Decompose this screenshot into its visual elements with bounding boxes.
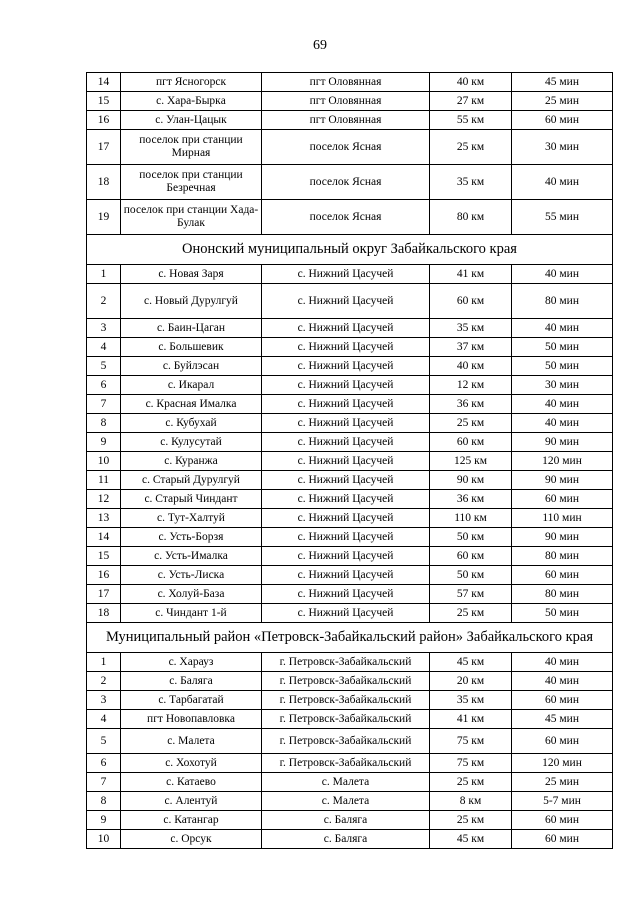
origin-cell: с. Кубухай xyxy=(121,414,262,433)
travel-time-cell: 110 мин xyxy=(512,509,613,528)
row-number-cell: 16 xyxy=(87,566,121,585)
row-number-cell: 9 xyxy=(87,811,121,830)
row-number-cell: 1 xyxy=(87,653,121,672)
origin-cell: с. Кулусутай xyxy=(121,433,262,452)
travel-time-cell: 30 мин xyxy=(512,130,613,165)
destination-cell: с. Нижний Цасучей xyxy=(262,604,430,623)
table-row xyxy=(87,338,613,357)
table-row xyxy=(87,395,613,414)
distance-cell: 60 км xyxy=(430,433,512,452)
distance-cell: 35 км xyxy=(430,165,512,200)
origin-cell: поселок при станции Мирная xyxy=(121,130,262,165)
table-row xyxy=(87,265,613,284)
distance-cell: 125 км xyxy=(430,452,512,471)
row-number-cell: 5 xyxy=(87,357,121,376)
destination-cell: с. Нижний Цасучей xyxy=(262,395,430,414)
destination-cell: пгт Оловянная xyxy=(262,92,430,111)
section-header-row xyxy=(87,623,613,653)
travel-time-cell: 55 мин xyxy=(512,200,613,235)
table-row xyxy=(87,830,613,849)
destination-cell: с. Нижний Цасучей xyxy=(262,490,430,509)
destination-cell: с. Малета xyxy=(262,792,430,811)
row-number-cell: 7 xyxy=(87,773,121,792)
travel-time-cell: 120 мин xyxy=(512,754,613,773)
travel-time-cell: 45 мин xyxy=(512,710,613,729)
row-number-cell: 4 xyxy=(87,338,121,357)
table-row xyxy=(87,165,613,200)
distance-cell: 35 км xyxy=(430,319,512,338)
travel-time-cell: 40 мин xyxy=(512,653,613,672)
distance-cell: 50 км xyxy=(430,566,512,585)
table-row xyxy=(87,111,613,130)
row-number-cell: 6 xyxy=(87,754,121,773)
table-row xyxy=(87,452,613,471)
travel-time-cell: 90 мин xyxy=(512,433,613,452)
destination-cell: с. Баляга xyxy=(262,830,430,849)
row-number-cell: 11 xyxy=(87,471,121,490)
destination-cell: с. Нижний Цасучей xyxy=(262,509,430,528)
row-number-cell: 3 xyxy=(87,319,121,338)
distance-cell: 20 км xyxy=(430,672,512,691)
distance-cell: 25 км xyxy=(430,773,512,792)
row-number-cell: 6 xyxy=(87,376,121,395)
distance-cell: 25 км xyxy=(430,811,512,830)
origin-cell: с. Большевик xyxy=(121,338,262,357)
table-row xyxy=(87,414,613,433)
distance-cell: 75 км xyxy=(430,754,512,773)
destination-cell: с. Нижний Цасучей xyxy=(262,319,430,338)
destination-cell: г. Петровск-Забайкальский xyxy=(262,672,430,691)
distance-cell: 37 км xyxy=(430,338,512,357)
origin-cell: с. Новая Заря xyxy=(121,265,262,284)
section-header-row xyxy=(87,235,613,265)
travel-time-cell: 25 мин xyxy=(512,92,613,111)
row-number-cell: 2 xyxy=(87,672,121,691)
distance-cell: 8 км xyxy=(430,792,512,811)
row-number-cell: 18 xyxy=(87,604,121,623)
table-row xyxy=(87,509,613,528)
distance-cell: 40 км xyxy=(430,73,512,92)
destination-cell: с. Нижний Цасучей xyxy=(262,547,430,566)
row-number-cell: 8 xyxy=(87,792,121,811)
table-row xyxy=(87,773,613,792)
table-row xyxy=(87,319,613,338)
table-row xyxy=(87,672,613,691)
row-number-cell: 4 xyxy=(87,710,121,729)
distance-cell: 55 км xyxy=(430,111,512,130)
origin-cell: с. Тут-Халтуй xyxy=(121,509,262,528)
table-row xyxy=(87,729,613,754)
destination-cell: г. Петровск-Забайкальский xyxy=(262,754,430,773)
distance-cell: 25 км xyxy=(430,130,512,165)
destination-cell: поселок Ясная xyxy=(262,165,430,200)
distance-cell: 25 км xyxy=(430,414,512,433)
table-row xyxy=(87,200,613,235)
destination-cell: с. Нижний Цасучей xyxy=(262,528,430,547)
travel-time-cell: 60 мин xyxy=(512,490,613,509)
row-number-cell: 3 xyxy=(87,691,121,710)
table-row xyxy=(87,547,613,566)
origin-cell: пгт Новопавловка xyxy=(121,710,262,729)
destination-cell: г. Петровск-Забайкальский xyxy=(262,729,430,754)
origin-cell: с. Икарал xyxy=(121,376,262,395)
table-row xyxy=(87,490,613,509)
travel-time-cell: 60 мин xyxy=(512,729,613,754)
distance-cell: 35 км xyxy=(430,691,512,710)
table-row xyxy=(87,811,613,830)
travel-time-cell: 80 мин xyxy=(512,284,613,319)
destination-cell: с. Нижний Цасучей xyxy=(262,284,430,319)
destination-cell: с. Нижний Цасучей xyxy=(262,376,430,395)
origin-cell: с. Хохотуй xyxy=(121,754,262,773)
table-row xyxy=(87,585,613,604)
travel-time-cell: 50 мин xyxy=(512,604,613,623)
origin-cell: с. Усть-Борзя xyxy=(121,528,262,547)
row-number-cell: 1 xyxy=(87,265,121,284)
destination-cell: г. Петровск-Забайкальский xyxy=(262,653,430,672)
origin-cell: с. Алентуй xyxy=(121,792,262,811)
travel-time-cell: 90 мин xyxy=(512,471,613,490)
distance-cell: 40 км xyxy=(430,357,512,376)
row-number-cell: 7 xyxy=(87,395,121,414)
origin-cell: с. Катангар xyxy=(121,811,262,830)
row-number-cell: 10 xyxy=(87,830,121,849)
distance-cell: 41 км xyxy=(430,265,512,284)
table-row xyxy=(87,92,613,111)
origin-cell: с. Новый Дурулгуй xyxy=(121,284,262,319)
row-number-cell: 10 xyxy=(87,452,121,471)
travel-time-cell: 40 мин xyxy=(512,265,613,284)
destination-cell: с. Нижний Цасучей xyxy=(262,471,430,490)
row-number-cell: 14 xyxy=(87,528,121,547)
travel-time-cell: 80 мин xyxy=(512,547,613,566)
destination-cell: с. Нижний Цасучей xyxy=(262,585,430,604)
travel-time-cell: 40 мин xyxy=(512,395,613,414)
table-row xyxy=(87,604,613,623)
destination-cell: с. Баляга xyxy=(262,811,430,830)
origin-cell: с. Усть-Ималка xyxy=(121,547,262,566)
origin-cell: с. Буйлэсан xyxy=(121,357,262,376)
row-number-cell: 8 xyxy=(87,414,121,433)
origin-cell: с. Старый Дурулгуй xyxy=(121,471,262,490)
origin-cell: с. Красная Ималка xyxy=(121,395,262,414)
origin-cell: с. Катаево xyxy=(121,773,262,792)
travel-time-cell: 90 мин xyxy=(512,528,613,547)
row-number-cell: 14 xyxy=(87,73,121,92)
destination-cell: с. Нижний Цасучей xyxy=(262,414,430,433)
travel-time-cell: 40 мин xyxy=(512,672,613,691)
destination-cell: с. Нижний Цасучей xyxy=(262,452,430,471)
destination-cell: поселок Ясная xyxy=(262,200,430,235)
origin-cell: поселок при станции Безречная xyxy=(121,165,262,200)
table-row xyxy=(87,653,613,672)
origin-cell: с. Старый Чиндант xyxy=(121,490,262,509)
origin-cell: с. Хара-Быркa xyxy=(121,92,262,111)
table-row xyxy=(87,433,613,452)
origin-cell: с. Усть-Лиска xyxy=(121,566,262,585)
destination-cell: с. Нижний Цасучей xyxy=(262,265,430,284)
origin-cell: с. Чиндант 1-й xyxy=(121,604,262,623)
travel-time-cell: 60 мин xyxy=(512,830,613,849)
table-row xyxy=(87,73,613,92)
destination-cell: г. Петровск-Забайкальский xyxy=(262,691,430,710)
row-number-cell: 16 xyxy=(87,111,121,130)
origin-cell: поселок при станции Хада-Булак xyxy=(121,200,262,235)
row-number-cell: 9 xyxy=(87,433,121,452)
table-row xyxy=(87,566,613,585)
distance-cell: 50 км xyxy=(430,528,512,547)
origin-cell: с. Тарбагатай xyxy=(121,691,262,710)
table-row xyxy=(87,528,613,547)
destination-cell: с. Нижний Цасучей xyxy=(262,357,430,376)
travel-time-cell: 60 мин xyxy=(512,111,613,130)
distance-cell: 25 км xyxy=(430,604,512,623)
destination-cell: с. Нижний Цасучей xyxy=(262,433,430,452)
distance-cell: 60 км xyxy=(430,284,512,319)
distance-table xyxy=(86,72,613,849)
destination-cell: с. Нижний Цасучей xyxy=(262,338,430,357)
row-number-cell: 17 xyxy=(87,585,121,604)
origin-cell: с. Орсук xyxy=(121,830,262,849)
destination-cell: с. Нижний Цасучей xyxy=(262,566,430,585)
row-number-cell: 12 xyxy=(87,490,121,509)
distance-cell: 36 км xyxy=(430,395,512,414)
travel-time-cell: 60 мин xyxy=(512,566,613,585)
distance-cell: 75 км xyxy=(430,729,512,754)
origin-cell: с. Холуй-База xyxy=(121,585,262,604)
destination-cell: пгт Оловянная xyxy=(262,73,430,92)
distance-cell: 90 км xyxy=(430,471,512,490)
travel-time-cell: 5-7 мин xyxy=(512,792,613,811)
row-number-cell: 17 xyxy=(87,130,121,165)
table-row xyxy=(87,792,613,811)
travel-time-cell: 50 мин xyxy=(512,338,613,357)
travel-time-cell: 80 мин xyxy=(512,585,613,604)
travel-time-cell: 40 мин xyxy=(512,319,613,338)
page-number: 69 xyxy=(313,38,327,53)
table-row xyxy=(87,471,613,490)
origin-cell: с. Куранжа xyxy=(121,452,262,471)
travel-time-cell: 45 мин xyxy=(512,73,613,92)
travel-time-cell: 25 мин xyxy=(512,773,613,792)
table-row xyxy=(87,284,613,319)
distance-cell: 110 км xyxy=(430,509,512,528)
travel-time-cell: 50 мин xyxy=(512,357,613,376)
table-row xyxy=(87,357,613,376)
travel-time-cell: 40 мин xyxy=(512,165,613,200)
distance-cell: 27 км xyxy=(430,92,512,111)
distance-cell: 80 км xyxy=(430,200,512,235)
travel-time-cell: 30 мин xyxy=(512,376,613,395)
origin-cell: пгт Ясногорск xyxy=(121,73,262,92)
row-number-cell: 18 xyxy=(87,165,121,200)
distance-cell: 57 км xyxy=(430,585,512,604)
travel-time-cell: 40 мин xyxy=(512,414,613,433)
table-row xyxy=(87,691,613,710)
table-row xyxy=(87,710,613,729)
section-title: Ононский муниципальный округ Забайкальского края xyxy=(87,235,613,265)
row-number-cell: 5 xyxy=(87,729,121,754)
origin-cell: с. Баин-Цаган xyxy=(121,319,262,338)
distance-cell: 41 км xyxy=(430,710,512,729)
row-number-cell: 15 xyxy=(87,92,121,111)
travel-time-cell: 60 мин xyxy=(512,811,613,830)
distance-cell: 45 км xyxy=(430,830,512,849)
origin-cell: с. Харауз xyxy=(121,653,262,672)
table-row xyxy=(87,376,613,395)
row-number-cell: 13 xyxy=(87,509,121,528)
row-number-cell: 2 xyxy=(87,284,121,319)
destination-cell: г. Петровск-Забайкальский xyxy=(262,710,430,729)
destination-cell: поселок Ясная xyxy=(262,130,430,165)
table-row xyxy=(87,754,613,773)
travel-time-cell: 120 мин xyxy=(512,452,613,471)
destination-cell: с. Малета xyxy=(262,773,430,792)
distance-cell: 45 км xyxy=(430,653,512,672)
origin-cell: с. Баляга xyxy=(121,672,262,691)
destination-cell: пгт Оловянная xyxy=(262,111,430,130)
origin-cell: с. Улан-Цацык xyxy=(121,111,262,130)
distance-cell: 60 км xyxy=(430,547,512,566)
travel-time-cell: 60 мин xyxy=(512,691,613,710)
table-row xyxy=(87,130,613,165)
row-number-cell: 19 xyxy=(87,200,121,235)
distance-cell: 36 км xyxy=(430,490,512,509)
row-number-cell: 15 xyxy=(87,547,121,566)
section-title: Муниципальный район «Петровск-Забайкальский район» Забайкальского края xyxy=(87,623,613,653)
distance-cell: 12 км xyxy=(430,376,512,395)
origin-cell: с. Малета xyxy=(121,729,262,754)
